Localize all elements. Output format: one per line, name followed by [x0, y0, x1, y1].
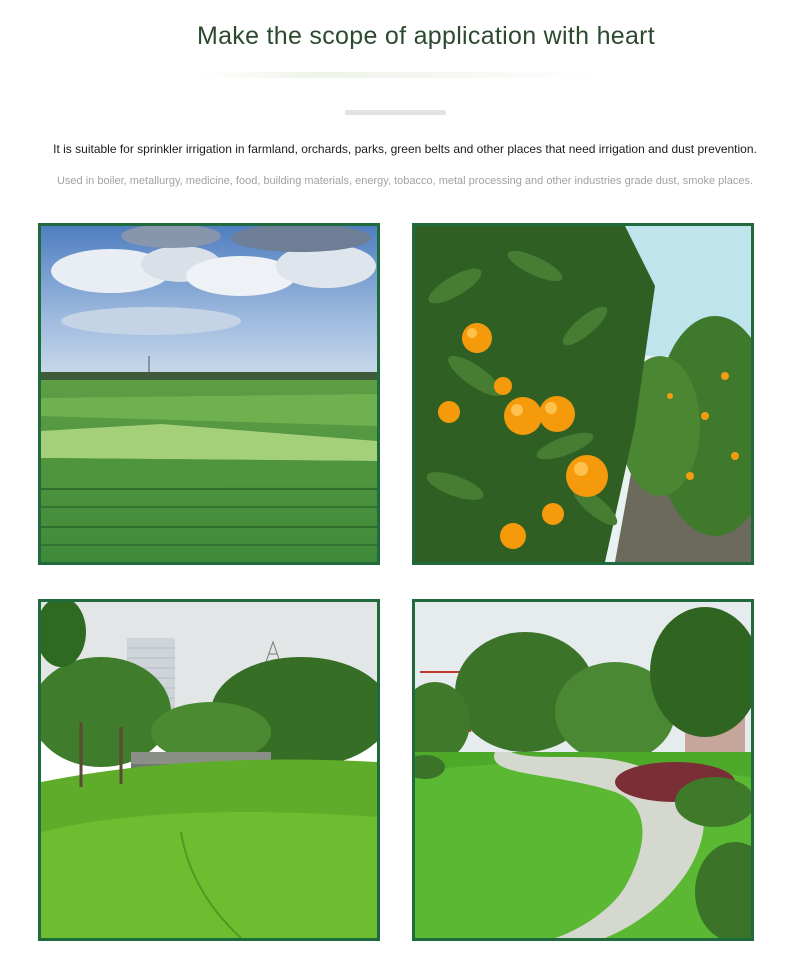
orchard-illustration	[415, 226, 751, 562]
park-image	[38, 599, 380, 941]
description-secondary: Used in boiler, metallurgy, medicine, food, building materials, energy, tobacco, metal processing and other industries grade dust, smoke places.	[56, 175, 753, 187]
orchard-image	[412, 223, 754, 565]
greenbelt-image	[412, 599, 754, 941]
park-illustration	[41, 602, 377, 938]
title-shadow-decoration	[200, 72, 595, 78]
title-divider	[345, 110, 446, 115]
section-title: Make the scope of application with heart	[196, 22, 656, 50]
greenbelt-illustration	[415, 602, 751, 938]
farmland-illustration	[41, 226, 377, 562]
farmland-image	[38, 223, 380, 565]
description-primary: It is suitable for sprinkler irrigation in farmland, orchards, parks, green belts and other places that need irrigation and dust prevention.	[53, 142, 757, 156]
